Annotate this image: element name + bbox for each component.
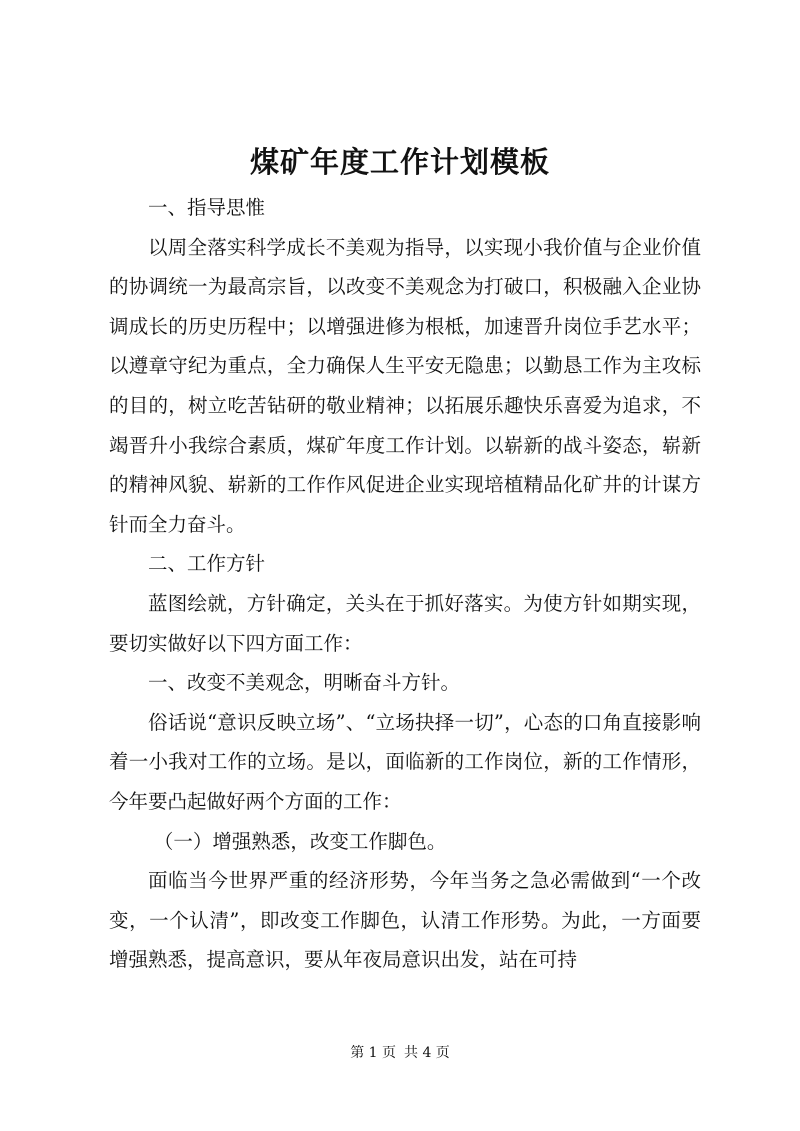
section-heading: 一、指导思惟 bbox=[148, 196, 266, 219]
paragraph: 蓝图绘就，方针确定，关头在于抓好落实。为使方针如期实现，要切实做好以下四方面工作： bbox=[109, 591, 701, 655]
paragraph: 以周全落实科学成长不美观为指导，以实现小我价值与企业价值的协调统一为最高宗旨，以改变不美观念为打破口，积极融入企业协调成长的历史历程中；以增强进修为根柢，加速晋升岗位手艺水平；以遵章守纪为重点，全力确保人生平安无隐患；以勤恳工作为主攻标的目的，树立吃苦钻研的敬业精神；以拓展乐趣快乐喜爱为追求，不竭晋升小我综合素质，煤矿年度工作计划。以崭新的战斗姿态，崭新的精神风貌、崭新的工作作风促进企业实现培植精品化矿井的计谋方针而全力奋斗。 bbox=[109, 235, 701, 536]
page-total: 共 4 页 bbox=[404, 1045, 450, 1061]
page-footer bbox=[0, 1043, 800, 1063]
section-heading: 一、改变不美观念，明晰奋斗方针。 bbox=[148, 671, 461, 695]
page-number: 第 1 页 bbox=[350, 1045, 396, 1061]
document-title: 煤矿年度工作计划模板 bbox=[249, 145, 550, 179]
document-body bbox=[109, 188, 701, 980]
paragraph: 面临当今世界严重的经济形势，今年当务之急必需做到“一个改变，一个认清”，即改变工作脚色，认清工作形势。为此，一方面要增强熟悉，提高意识，要从年夜局意识出发，站在可持 bbox=[109, 869, 701, 972]
paragraph: 俗话说“意识反映立场”、“立场抉择一切”，心态的口角直接影响着一小我对工作的立场。是以，面临新的工作岗位，新的工作情形，今年要凸起做好两个方面的工作： bbox=[109, 710, 701, 813]
section-heading: 二、工作方针 bbox=[148, 552, 266, 576]
subsection-heading: （一）增强熟悉，改变工作脚色。 bbox=[153, 829, 447, 853]
